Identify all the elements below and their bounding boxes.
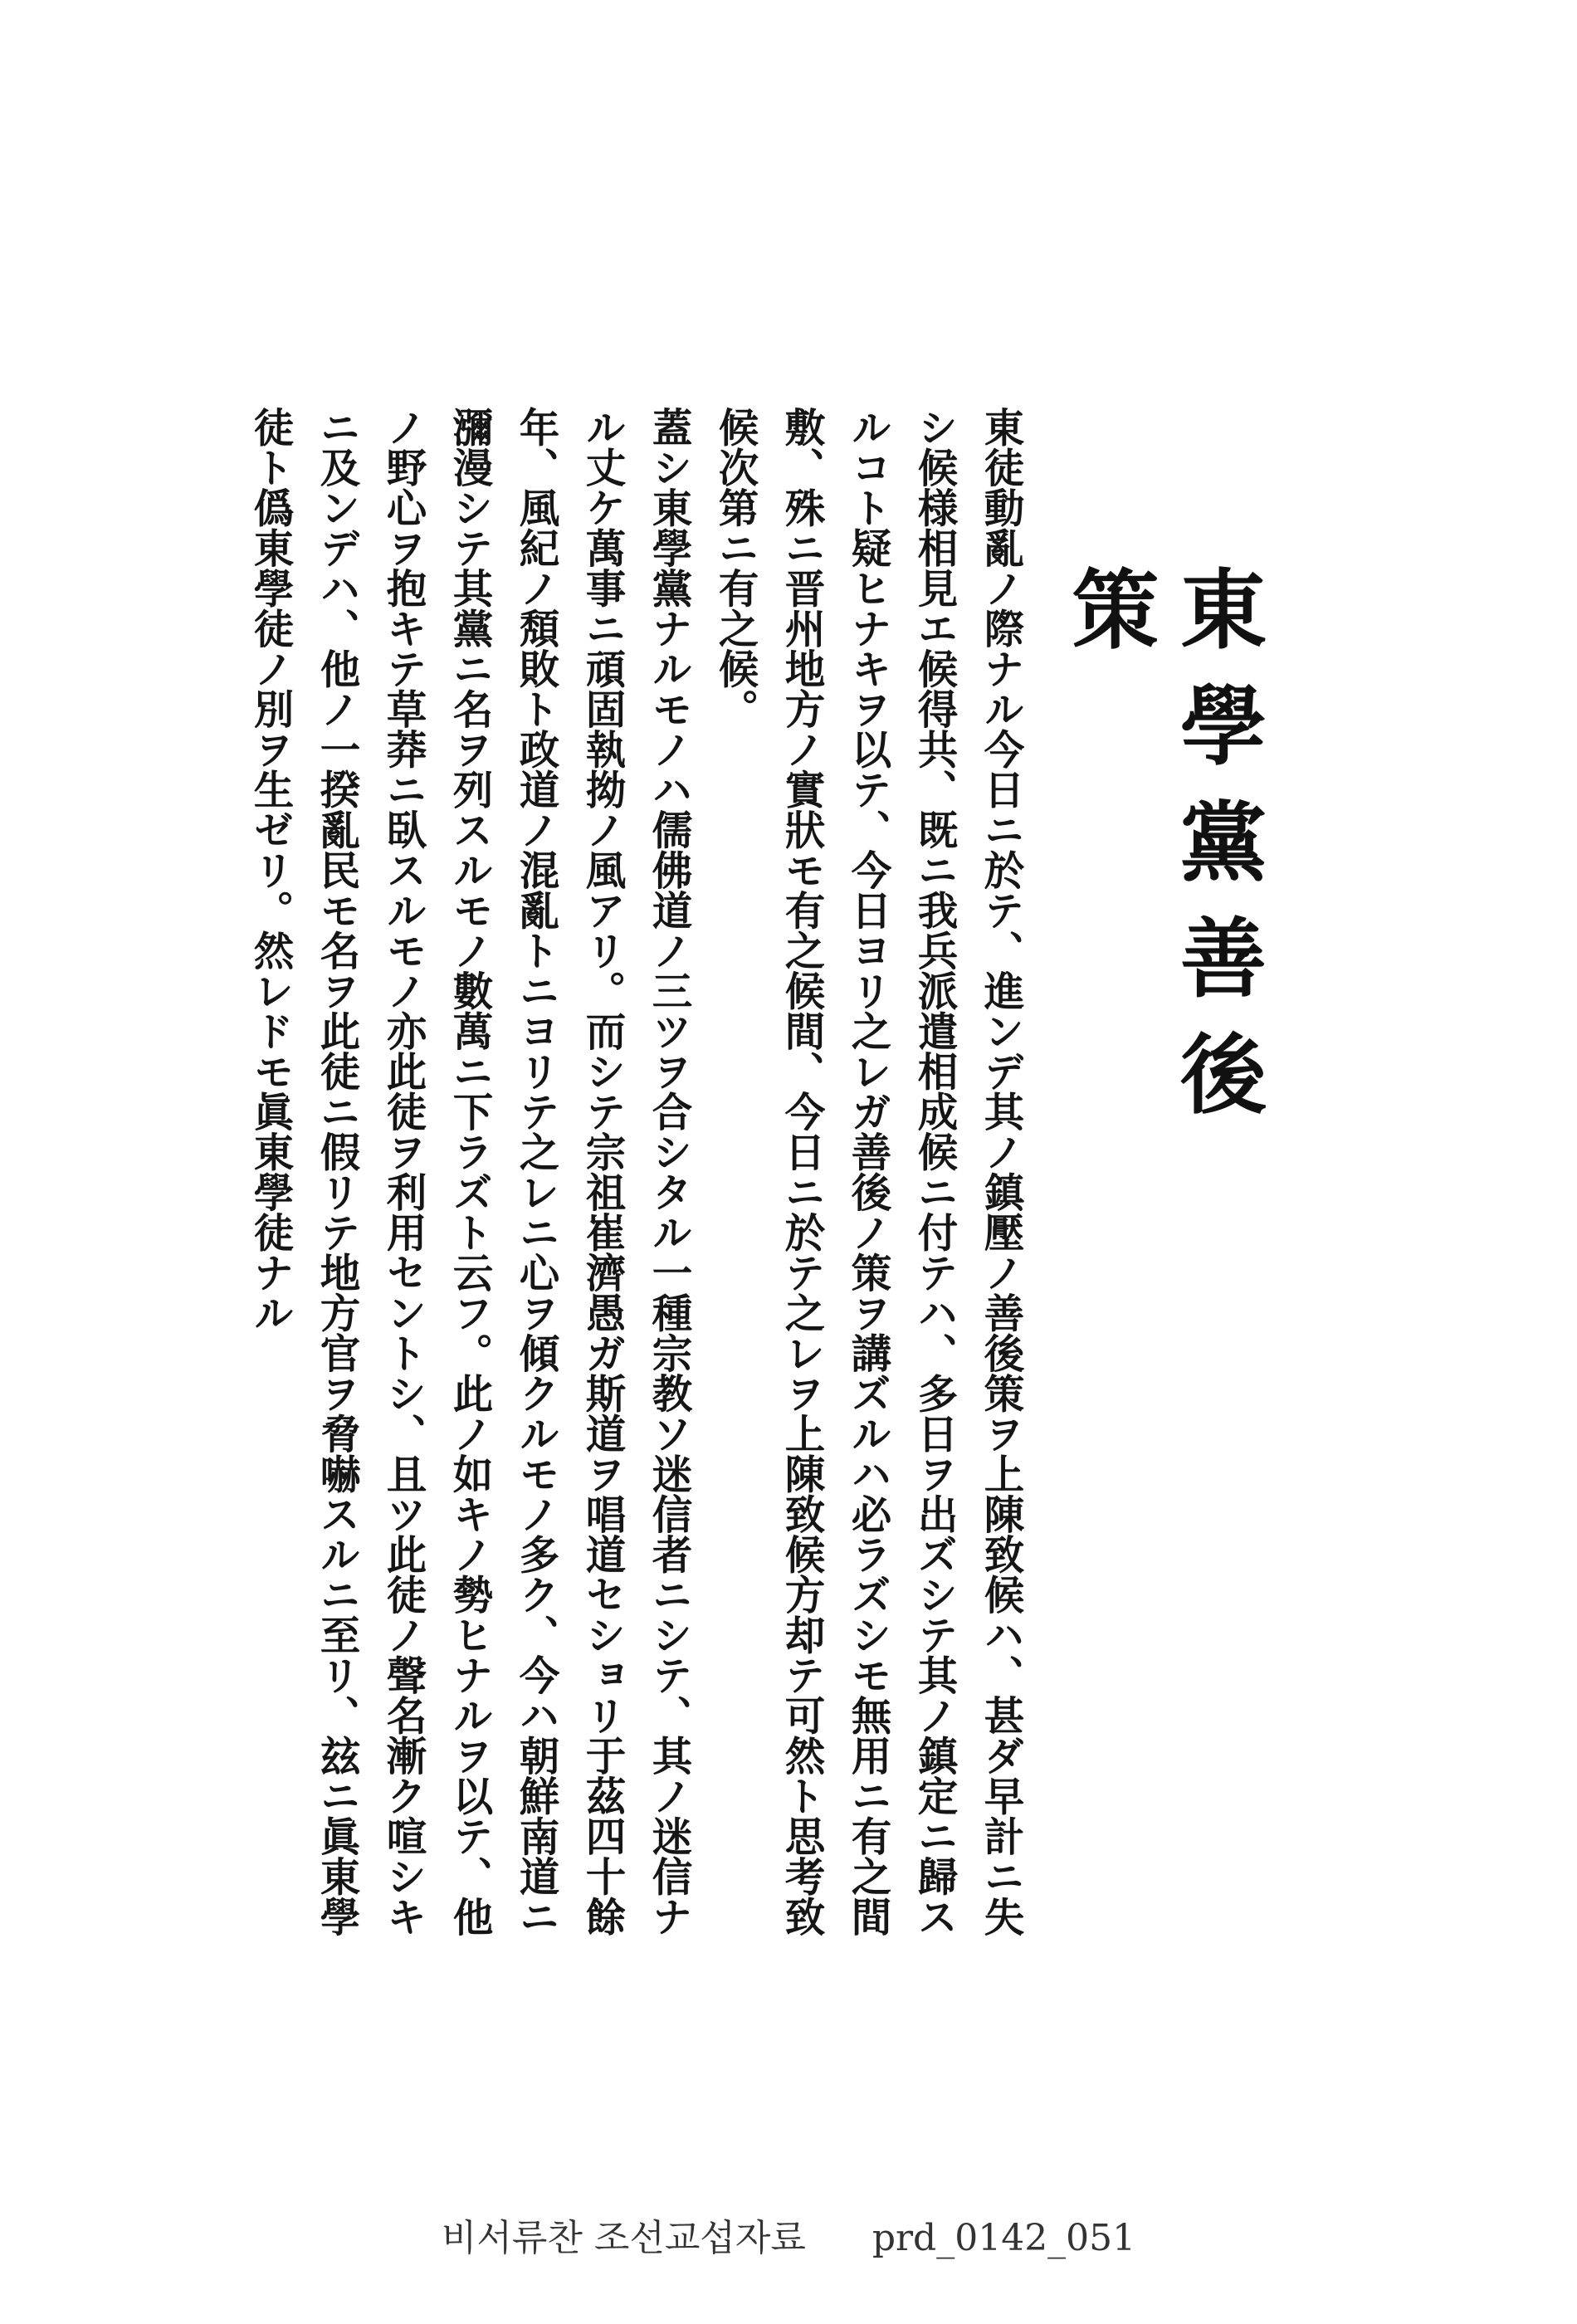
paragraph-1: 東徒動亂ノ際ナル今日ニ於テ、進ンデ其ノ鎮壓ノ善後策ヲ上陳致候ハ、甚ダ早計ニ失シ候様相見エ候得共、既ニ我兵派遣相成候ニ付テハ、多日ヲ出ズシテ其ノ鎮定ニ歸スルコト疑ヒナキヲ以テ、今日ヨリ之レガ善後ノ策ヲ講ズルハ必ラズシモ無用ニ有之間敷、殊ニ晋州地方ノ實狀モ有之候間、今日ニ於テ之レヲ上陳致候方却テ可然ト思考致候次第ニ有之候。 bbox=[711, 407, 1024, 1936]
body-text bbox=[247, 407, 1033, 1967]
footer-page-code: prd_0142_051 bbox=[872, 2217, 1136, 2259]
page-footer bbox=[415, 2208, 1162, 2258]
document-title: 東學黨善後策 bbox=[1057, 564, 1267, 1145]
paragraph-2: 蓋シ東學黨ナルモノハ儒佛道ノ三ツヲ合シタル一種宗教ソ迷信者ニシテ、其ノ迷信ナル丈ケ萬事ニ頑固執拗ノ風アリ。而シテ宗祖崔濟愚ガ斯道ヲ唱道セショリ于茲四十餘年、風紀ノ頽敗ト政道ノ混亂トニヨリテ之レニ心ヲ傾クルモノ多ク、今ハ朝鮮南道ニ瀰漫シテ其黨ニ名ヲ列スルモノ數萬ニ下ラズト云フ。此ノ如キノ勢ヒナルヲ以テ、他ノ野心ヲ抱キテ草莽ニ臥スルモノ亦此徒ヲ利用セントシ、且ツ此徒ノ聲名漸ク喧シキニ及ンデハ、他ノ一揆亂民モ名ヲ此徒ニ假リテ地方官ヲ脅嚇スルニ至リ、玆ニ眞東學徒ト僞東學徒ノ別ヲ生ゼリ。然レドモ眞東學徒ナル bbox=[247, 407, 692, 1936]
footer-collection-name: 비서류찬 조선교섭자료 bbox=[441, 2217, 806, 2259]
